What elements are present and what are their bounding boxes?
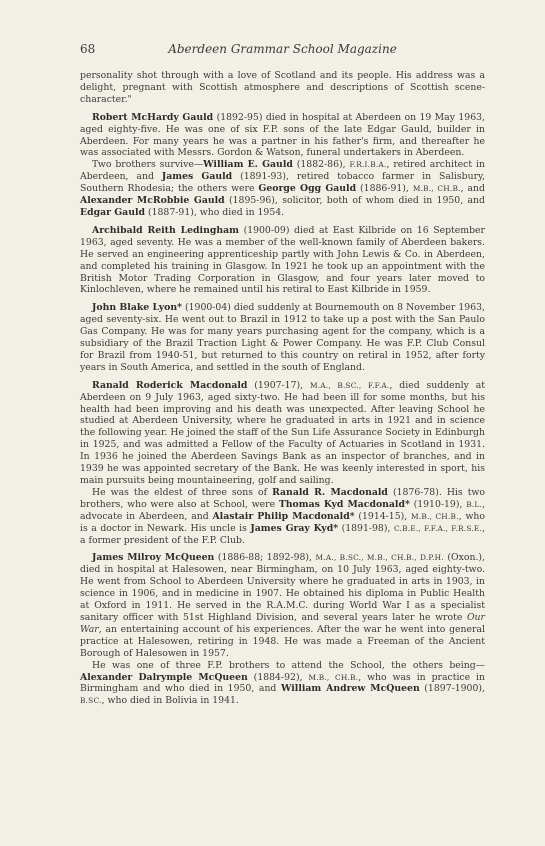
qualifications: B.L. bbox=[466, 499, 483, 509]
obituary-name: Robert McHardy Gauld bbox=[92, 111, 214, 123]
obituary-robert-gauld: Robert McHardy Gauld (1892-95) died in hospital at Aberdeen on 19 May 1963, aged eighty-five. He was one of six F.P. sons of the late Edgar Gauld, builder in Aberdeen. For many years he was a partner in his father's firm, and thereafter he was associated with Messrs. Gordon & Watson, funeral undertakers in Aberdeen. bbox=[80, 111, 485, 159]
paragraph-macdonald-family: He was the eldest of three sons of Ranald R. Macdonald (1876-78). His two brothers, who were also at School, were Thomas Kyd Macdonald* (1910-19), B.L., advocate in Aberdeen, and Alastair Philip Macdonald* (1914-15), M.B., CH.B., who is a doctor in Newark. His uncle is James Gray Kyd* (1891-98), C.B.E., F.F.A., F.R.S.E., a former president of the F.P. Club. bbox=[80, 486, 485, 546]
person-name: Alastair Philip Macdonald* bbox=[212, 510, 355, 522]
person-name: Alexander Dalrymple McQueen bbox=[80, 671, 248, 683]
page-number: 68 bbox=[80, 42, 96, 56]
person-name: Alexander McRobbie Gauld bbox=[80, 195, 225, 207]
person-name: Ranald R. Macdonald bbox=[272, 486, 388, 498]
page bbox=[80, 42, 485, 707]
book-title: Our War bbox=[80, 611, 485, 635]
qualifications: B.SC. bbox=[80, 696, 102, 706]
person-name: James Gauld bbox=[161, 171, 233, 183]
page-header bbox=[80, 42, 485, 60]
person-name: George Ogg Gauld bbox=[258, 183, 357, 195]
obituary-ledingham: Archibald Reith Ledingham (1900-09) died at East Kilbride on 16 September 1963, aged seventy. He was a member of the well-known family of Aberdeen bakers. He served an engineering apprenticeship partly with John Lewis & Co. in Aberdeen, and completed his training in Glasgow. In 1921 he took up an appointment with the British Motor Trading Corporation in Glasgow, and four years later moved to Kinlochleven, where he remained until his retiral to East Kilbride in 1959. bbox=[80, 224, 486, 296]
obituary-name: John Blake Lyon* bbox=[92, 302, 182, 314]
paragraph-mcqueen-brothers: He was one of three F.P. brothers to attend the School, the others being—Alexander Dalrymple McQueen (1884-92), M.B., CH.B., who was in practice in Birmingham and who died in 1950, and William Andrew McQueen (1897-1900), B.SC., who died in Bolivia in 1941. bbox=[80, 659, 485, 707]
obituary-macdonald: Ranald Roderick Macdonald (1907-17), M.A., B.SC., F.F.A., died suddenly at Aberdeen on 9 July 1963, aged sixty-two. He had been ill for some months, but his health had been improving and his death was unexpected. After leaving School he studied at Aberdeen University, where he graduated in arts in 1921 and in science the following year. He joined the staff of the Sun Life Assurance Society in Edinburgh in 1925, and was admitted a Fellow of the Faculty of Actuaries in Scotland in 1931. In 1936 he joined the Aberdeen Savings Bank as an inspector of branches, and in 1939 he was appointed secretary of the Bank. He was keenly interested in sport, his main pursuits being mountaineering, golf and sailing. bbox=[80, 379, 485, 486]
obituary-name: Ranald Roderick Macdonald bbox=[92, 379, 248, 391]
qualifications: M.A., B.SC., M.B., CH.B., D.P.H. bbox=[315, 553, 444, 563]
obituary-name: Archibald Reith Ledingham bbox=[92, 224, 239, 236]
person-name: William E. Gauld bbox=[203, 159, 293, 171]
obituary-lyon: John Blake Lyon* (1900-04) died suddenly at Bournemouth on 8 November 1963, aged seventy-six. He went out to Brazil in 1912 to take up a post with the San Paulo Gas Company. He was for many years purchasing agent for the company, which is a subsidiary of the Brazil Traction Light & Power Company. He was F.P. Club Consul for Brazil from 1940-51, but returned to this country on retiral in 1952, after forty years in South America, and settled in the south of England. bbox=[80, 302, 485, 373]
qualifications: M.B., CH.B. bbox=[411, 511, 459, 521]
paragraph-gauld-brothers: Two brothers survive—William E. Gauld (1882-86), F.R.I.B.A., retired architect in Aberdeen, and James Gauld (1891-93), retired tobacco farmer in Salisbury, Southern Rhodesia; the others were George Ogg Gauld (1886-91), M.B., CH.B., and Alexander McRobbie Gauld (1895-96), solicitor, both of whom died in 1950, and Edgar Gauld (1887-91), who died in 1954. bbox=[80, 159, 485, 218]
running-head: Aberdeen Grammar School Magazine bbox=[168, 42, 397, 56]
qualifications: M.B., CH.B. bbox=[412, 184, 461, 194]
obituary-name: James Milroy McQueen bbox=[92, 552, 215, 564]
person-name: James Gray Kyd* bbox=[250, 522, 339, 534]
qualifications: C.B.E., F.F.A., F.R.S.E. bbox=[393, 523, 483, 533]
person-name: Edgar Gauld bbox=[80, 206, 146, 218]
obituary-mcqueen: James Milroy McQueen (1886-88; 1892-98), M.A., B.SC., M.B., CH.B., D.P.H. (Oxon.), died in hospital at Halesowen, near Birmingham, on 10 July 1963, aged eighty-two. He went from School to Aberdeen University where he graduated in arts in 1903, in science in 1906, and in medicine in 1907. He obtained his diploma in Public Health at Oxford in 1911. He served in the R.A.M.C. during World War I as a specialist sanitary officer with 51st Highland Division, and several years later he wrote Our War, an entertaining account of his experiences. After the war he went into general practice at Halesowen, retiring in 1948. He was made a Freeman of the Ancient Borough of Halesowen in 1957. bbox=[80, 552, 485, 659]
qualifications: M.A., B.SC., F.F.A. bbox=[309, 380, 390, 390]
person-name: William Andrew McQueen bbox=[280, 683, 420, 695]
qualifications: M.B., CH.B. bbox=[308, 672, 359, 682]
paragraph-continued: personality shot through with a love of Scotland and its people. His address was a delight, pregnant with Scottish atmosphere and descriptions of Scottish scene-character." bbox=[80, 70, 485, 105]
person-name: Thomas Kyd Macdonald* bbox=[278, 498, 410, 510]
qualifications: F.R.I.B.A. bbox=[349, 160, 387, 170]
